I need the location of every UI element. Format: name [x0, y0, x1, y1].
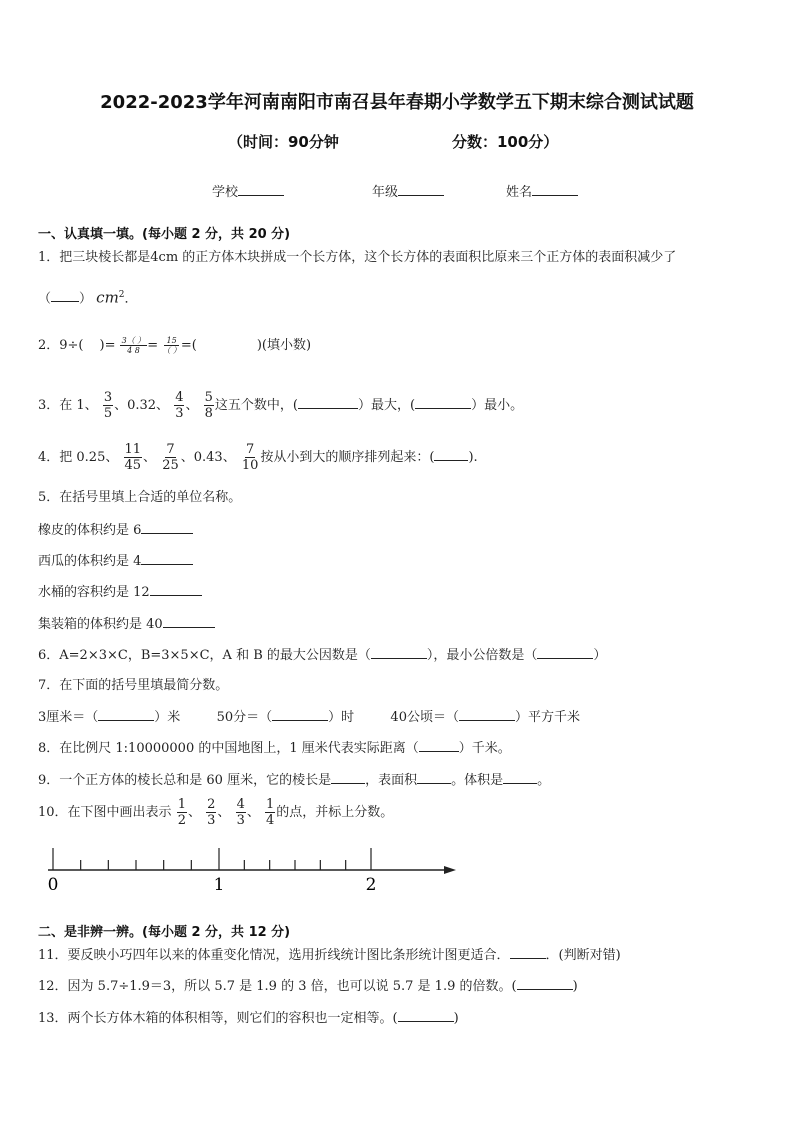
answer-blank[interactable] — [517, 977, 573, 990]
answer-blank[interactable] — [51, 289, 79, 302]
answer-blank[interactable] — [298, 396, 358, 409]
question-6: 6．A=2×3×C，B=3×5×C，A 和 B 的最大公因数是（ ），最小公倍数是（ ） — [38, 648, 607, 663]
question-5c: 水桶的容积约是 12 — [38, 583, 202, 602]
page-title: 2022-2023学年河南南阳市南召县年春期小学数学五下期末综合测试试题 — [100, 92, 694, 113]
answer-blank[interactable] — [537, 646, 593, 659]
tick-label-0: 0 — [47, 875, 59, 895]
answer-blank[interactable] — [141, 521, 193, 534]
number-line-ticks — [53, 848, 371, 870]
answer-blank[interactable] — [150, 583, 202, 596]
question-13: 13．两个长方体木箱的体积相等，则它们的容积也一定相等。( ) — [38, 1011, 459, 1026]
answer-blank[interactable] — [419, 739, 459, 752]
question-5a: 橡皮的体积约是 6 — [38, 521, 193, 540]
question-1-answer: （ ） $cm^2$． — [38, 288, 138, 307]
question-7-items: 3厘米＝（ ）米 50分＝（ ）时 40公顷＝（ ）平方千米 — [38, 710, 580, 725]
exam-score: 分数：100分） — [452, 133, 559, 151]
answer-blank[interactable] — [272, 708, 328, 721]
grade-label: 年级 — [372, 185, 399, 200]
section-2-heading: 二、是非辨一辨。(每小题 2 分，共 12 分) — [38, 925, 291, 940]
question-12: 12．因为 5.7÷1.9＝3，所以 5.7 是 1.9 的 3 倍，也可以说 5.7 是 1.9 的倍数。( ) — [38, 979, 578, 994]
question-11: 11．要反映小巧四年以来的体重变化情况，选用折线统计图比条形统计图更适合． ．(判断对错) — [38, 948, 621, 963]
answer-blank[interactable] — [331, 771, 365, 784]
answer-blank[interactable] — [459, 708, 515, 721]
name-field[interactable] — [506, 181, 578, 200]
number-line[interactable] — [38, 840, 468, 896]
exam-time: （时间：90分钟 — [228, 133, 339, 151]
tick-label-1: 1 — [213, 875, 225, 895]
question-7: 7．在下面的括号里填最简分数。 — [38, 678, 229, 693]
answer-blank[interactable] — [510, 946, 546, 959]
grade-field[interactable] — [372, 181, 444, 200]
question-5d: 集装箱的体积约是 40 — [38, 615, 215, 634]
answer-blank[interactable] — [163, 615, 215, 628]
question-9: 9．一个正方体的棱长总和是 60 厘米，它的棱长是 ，表面积 。体积是 。 — [38, 773, 551, 788]
question-1: 1．把三块棱长都是4cm 的正方体木块拼成一个长方体，这个长方体的表面积比原来三个正方体的表面积减少了 — [38, 250, 677, 265]
answer-blank[interactable] — [398, 1009, 454, 1022]
tick-label-2: 2 — [365, 875, 377, 895]
question-4: 4．把 0.25、 $\frac{11}{45}$ 、 $\frac{7}{25}$ 、0.43、 $\frac{7}{10}$ 按从小到大的顺序排列起来：( ). — [38, 442, 478, 473]
answer-blank[interactable] — [415, 396, 471, 409]
question-8: 8．在比例尺 1:10000000 的中国地图上，1 厘米代表实际距离（ ）千米。 — [38, 741, 511, 756]
answer-blank[interactable] — [417, 771, 451, 784]
question-3: 3．在 1、 $\frac{3}{5}$ 、0.32、 $\frac{4}{3}$ 、 $\frac{5}{8}$ 这五个数中，( ）最大，( ）最小。 — [38, 390, 524, 421]
answer-blank[interactable] — [371, 646, 427, 659]
question-10: 10．在下图中画出表示 $\frac{1}{2}$ 、 $\frac{2}{3}$ 、 $\frac{4}{3}$ 、 $\frac{1}{4}$ 的点，并标上分数。 — [38, 797, 394, 828]
answer-blank[interactable] — [98, 708, 154, 721]
arrow-right-icon — [444, 866, 456, 874]
school-label: 学校 — [212, 185, 239, 200]
section-1-heading: 一、认真填一填。(每小题 2 分，共 20 分) — [38, 227, 291, 242]
answer-blank[interactable] — [141, 552, 193, 565]
answer-blank[interactable] — [434, 448, 468, 461]
question-5b: 西瓜的体积约是 4 — [38, 552, 193, 571]
question-5: 5．在括号里填上合适的单位名称。 — [38, 490, 242, 505]
school-field[interactable] — [212, 181, 284, 200]
answer-blank[interactable] — [503, 771, 537, 784]
name-label: 姓名 — [506, 185, 533, 200]
question-2: 2．9÷( )= $\frac{3( )}{4 8}$ = 15 （ ） =( )(填小数) — [38, 336, 312, 355]
